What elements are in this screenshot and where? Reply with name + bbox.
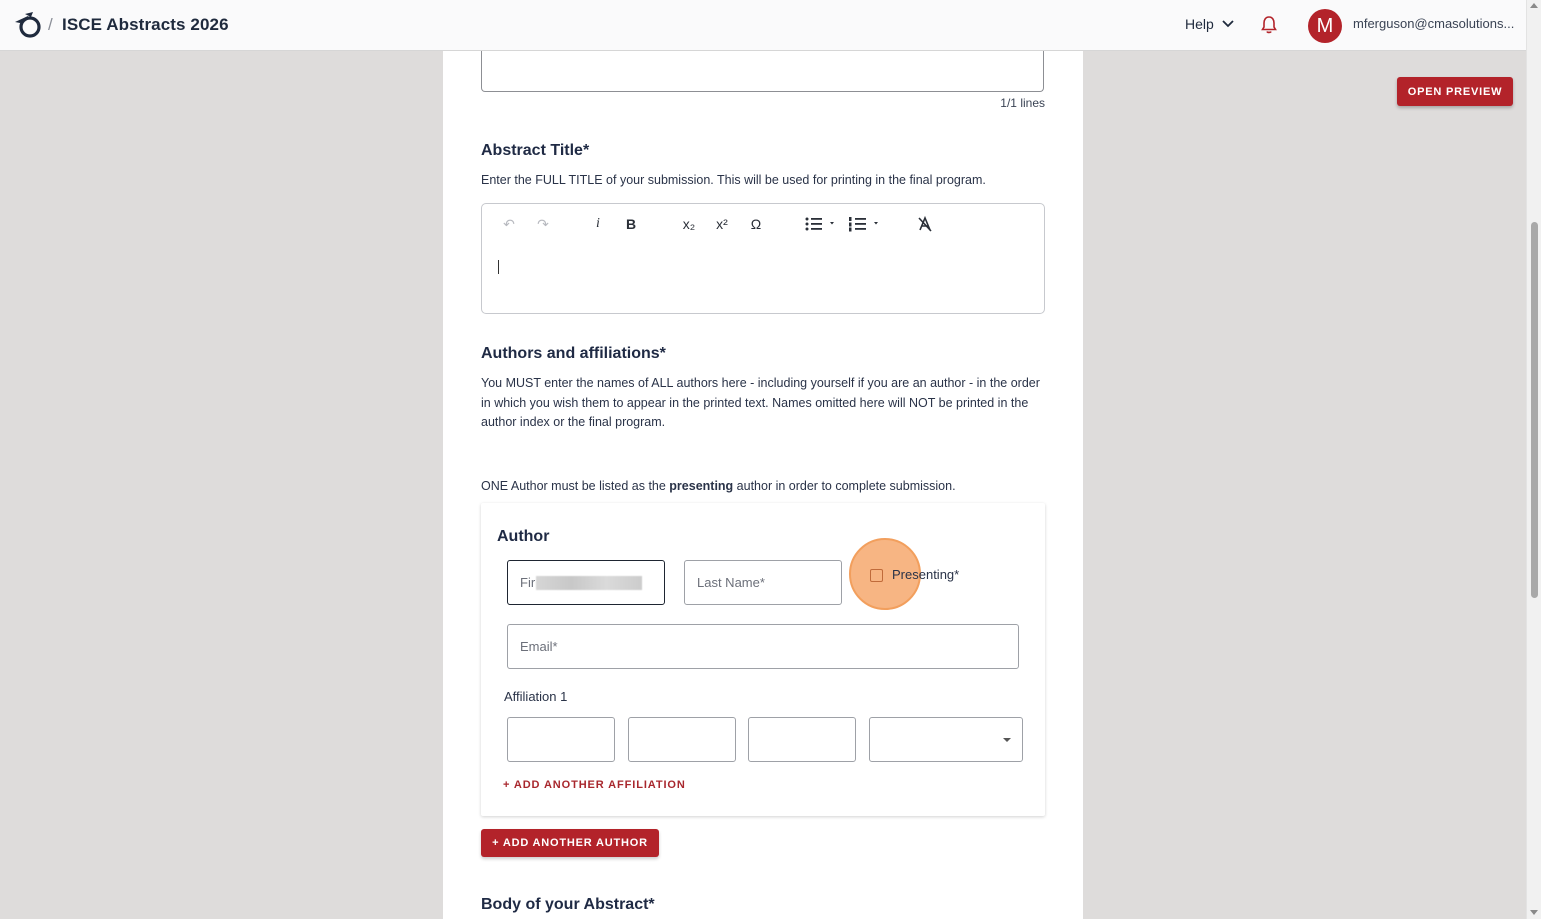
submission-form-card	[443, 51, 1083, 919]
affiliation-field-1[interactable]	[507, 717, 615, 762]
page-title[interactable]: ISCE Abstracts 2026	[62, 15, 229, 34]
authors-description: You MUST enter the names of ALL authors here - including yourself if you are an author - in the order in which you wish them to appear in the printed text. Names omitted here will NOT be printed in the author index or the final program.	[481, 376, 1040, 429]
help-menu[interactable]	[1185, 16, 1234, 32]
scroll-thumb[interactable]	[1531, 222, 1538, 598]
abstract-body-heading: Body of your Abstract*	[481, 896, 655, 913]
presenting-note	[481, 477, 1046, 497]
clear-formatting-icon[interactable]	[916, 214, 934, 234]
user-email[interactable]: mferguson@cmasolutions...	[1353, 16, 1515, 31]
previous-text-field[interactable]	[481, 51, 1044, 92]
app-logo-icon[interactable]	[12, 10, 44, 40]
scroll-down-arrow-icon[interactable]	[1530, 910, 1538, 915]
presenting-label[interactable]: Presenting*	[892, 567, 960, 582]
text-cursor	[498, 260, 499, 274]
scroll-up-arrow-icon[interactable]	[1530, 3, 1538, 8]
presenting-note-prefix: ONE Author must be listed as the	[481, 479, 670, 493]
abstract-title-editor[interactable]	[481, 203, 1045, 314]
avatar[interactable]: M	[1308, 9, 1342, 43]
bullet-list-icon[interactable]	[804, 214, 840, 234]
breadcrumb-separator: /	[48, 15, 53, 34]
add-affiliation-button[interactable]: + ADD ANOTHER AFFILIATION	[503, 779, 686, 791]
affiliation-field-3[interactable]	[748, 717, 856, 762]
chevron-down-icon	[1222, 20, 1234, 28]
italic-icon[interactable]: i	[596, 216, 600, 231]
author-card	[481, 503, 1045, 816]
first-name-input[interactable]	[507, 560, 665, 605]
subscript-icon[interactable]: x₂	[682, 216, 696, 232]
special-character-icon[interactable]: Ω	[750, 216, 762, 232]
presenting-note-bold: presenting	[669, 479, 734, 493]
open-preview-button[interactable]: OPEN PREVIEW	[1397, 77, 1513, 106]
authors-heading: Authors and affiliations*	[481, 345, 666, 362]
email-placeholder: Email*	[520, 639, 558, 654]
line-counter: 1/1 lines	[1000, 96, 1045, 110]
author-card-title: Author	[497, 528, 550, 545]
superscript-icon[interactable]: x²	[716, 216, 728, 232]
numbered-list-icon[interactable]	[848, 214, 884, 234]
help-label: Help	[1185, 16, 1214, 32]
dropdown-arrow-icon	[1003, 738, 1011, 742]
top-app-bar	[0, 0, 1526, 51]
bold-icon[interactable]: B	[625, 216, 637, 232]
first-name-value: Fir	[520, 575, 536, 590]
redacted-text	[536, 576, 642, 590]
notification-bell-icon[interactable]	[1260, 15, 1278, 35]
abstract-title-description: Enter the FULL TITLE of your submission. This will be used for printing in the final program.	[481, 173, 986, 187]
affiliation-country-select[interactable]	[869, 717, 1023, 762]
last-name-input[interactable]	[684, 560, 842, 605]
abstract-title-heading: Abstract Title*	[481, 142, 590, 159]
affiliation-label: Affiliation 1	[504, 689, 568, 704]
page-scrollbar[interactable]	[1526, 0, 1541, 919]
affiliation-field-2[interactable]	[628, 717, 736, 762]
presenting-note-suffix: author in order to complete submission.	[733, 479, 956, 493]
redo-icon[interactable]: ↷	[537, 215, 549, 232]
presenting-checkbox[interactable]	[870, 569, 883, 582]
add-author-button[interactable]: + ADD ANOTHER AUTHOR	[481, 829, 659, 857]
undo-icon[interactable]: ↶	[503, 215, 515, 232]
last-name-placeholder: Last Name*	[697, 575, 765, 590]
email-input[interactable]	[507, 624, 1019, 669]
